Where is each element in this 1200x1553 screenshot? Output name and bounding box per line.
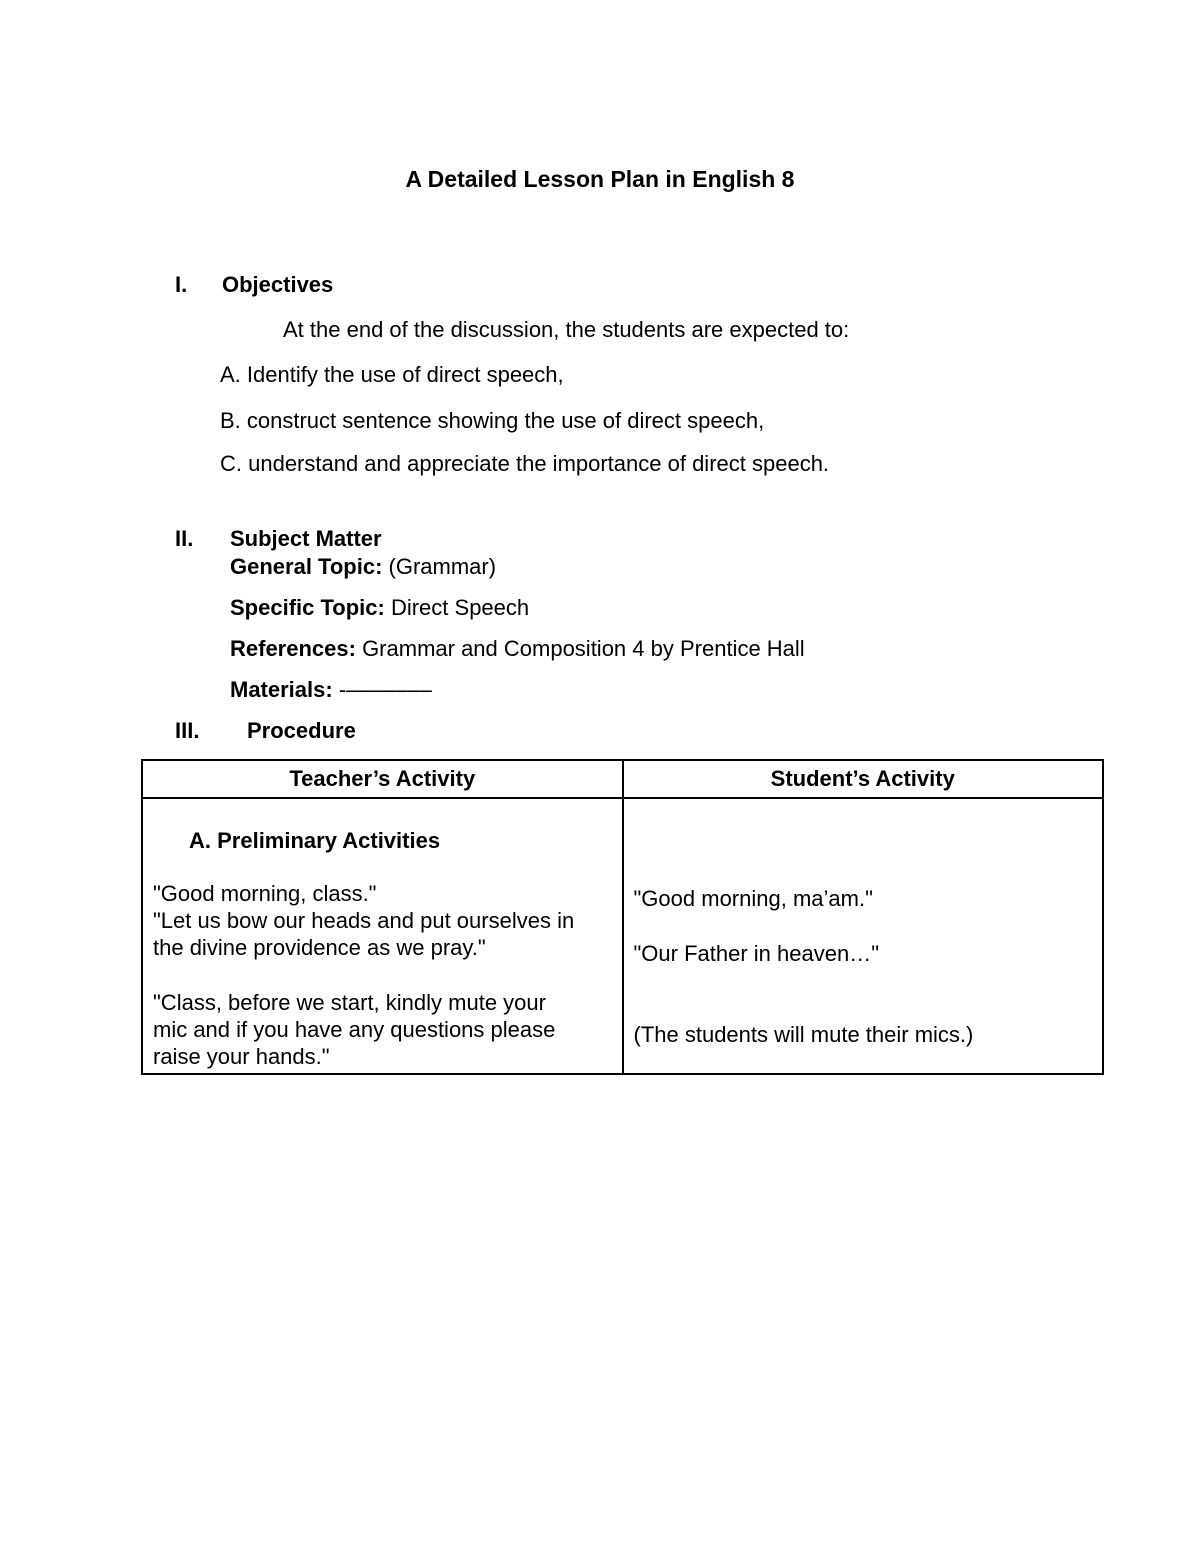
objective-item: A. Identify the use of direct speech, [220,362,564,387]
teacher-line: the divine providence as we pray." [153,935,486,960]
references-value: Grammar and Composition 4 by Prentice Hall [355,636,805,661]
table-header-row [142,760,1103,798]
objective-item: C. understand and appreciate the importance of direct speech. [220,451,830,476]
document-title: A Detailed Lesson Plan in English 8 [405,166,795,192]
section-heading-subject-matter: Subject Matter [230,526,382,551]
teacher-activity-header: Teacher’s Activity [142,760,623,798]
teacher-line: mic and if you have any questions please [153,1017,556,1042]
specific-topic-row [230,595,529,621]
objective-item: B. construct sentence showing the use of direct speech, [220,408,765,433]
section-heading-procedure: Procedure [247,718,356,743]
teacher-activity-cell [142,798,623,1074]
preliminary-activities-heading: A. Preliminary Activities [189,828,441,853]
table-row [142,798,1103,1074]
student-line: "Our Father in heaven…" [633,941,880,966]
materials-row [230,677,432,703]
student-activity-header: Student’s Activity [623,760,1104,798]
student-activity-cell [623,798,1104,1074]
teacher-line: "Let us bow our heads and put ourselves in [153,908,575,933]
general-topic-label: General Topic: [230,554,383,579]
section-numeral-objectives: I. [175,272,188,297]
teacher-line: "Good morning, class." [153,881,377,906]
specific-topic-label: Specific Topic: [230,595,385,620]
materials-label: Materials: [230,677,333,702]
student-line: "Good morning, ma’am." [633,886,873,911]
section-heading-objectives: Objectives [222,272,334,297]
materials-value: -––––––– [332,677,432,702]
general-topic-row [230,554,496,580]
specific-topic-value: Direct Speech [384,595,530,620]
references-row [230,636,805,662]
general-topic-value: (Grammar) [382,554,497,579]
student-line: (The students will mute their mics.) [633,1022,974,1047]
section-numeral-procedure: III. [175,718,200,743]
teacher-line: "Class, before we start, kindly mute your [153,990,546,1015]
objectives-intro: At the end of the discussion, the students are expected to: [283,317,850,342]
references-label: References: [230,636,356,661]
procedure-table [141,759,1104,1075]
teacher-line: raise your hands." [153,1044,330,1069]
section-numeral-subject-matter: II. [175,526,194,551]
